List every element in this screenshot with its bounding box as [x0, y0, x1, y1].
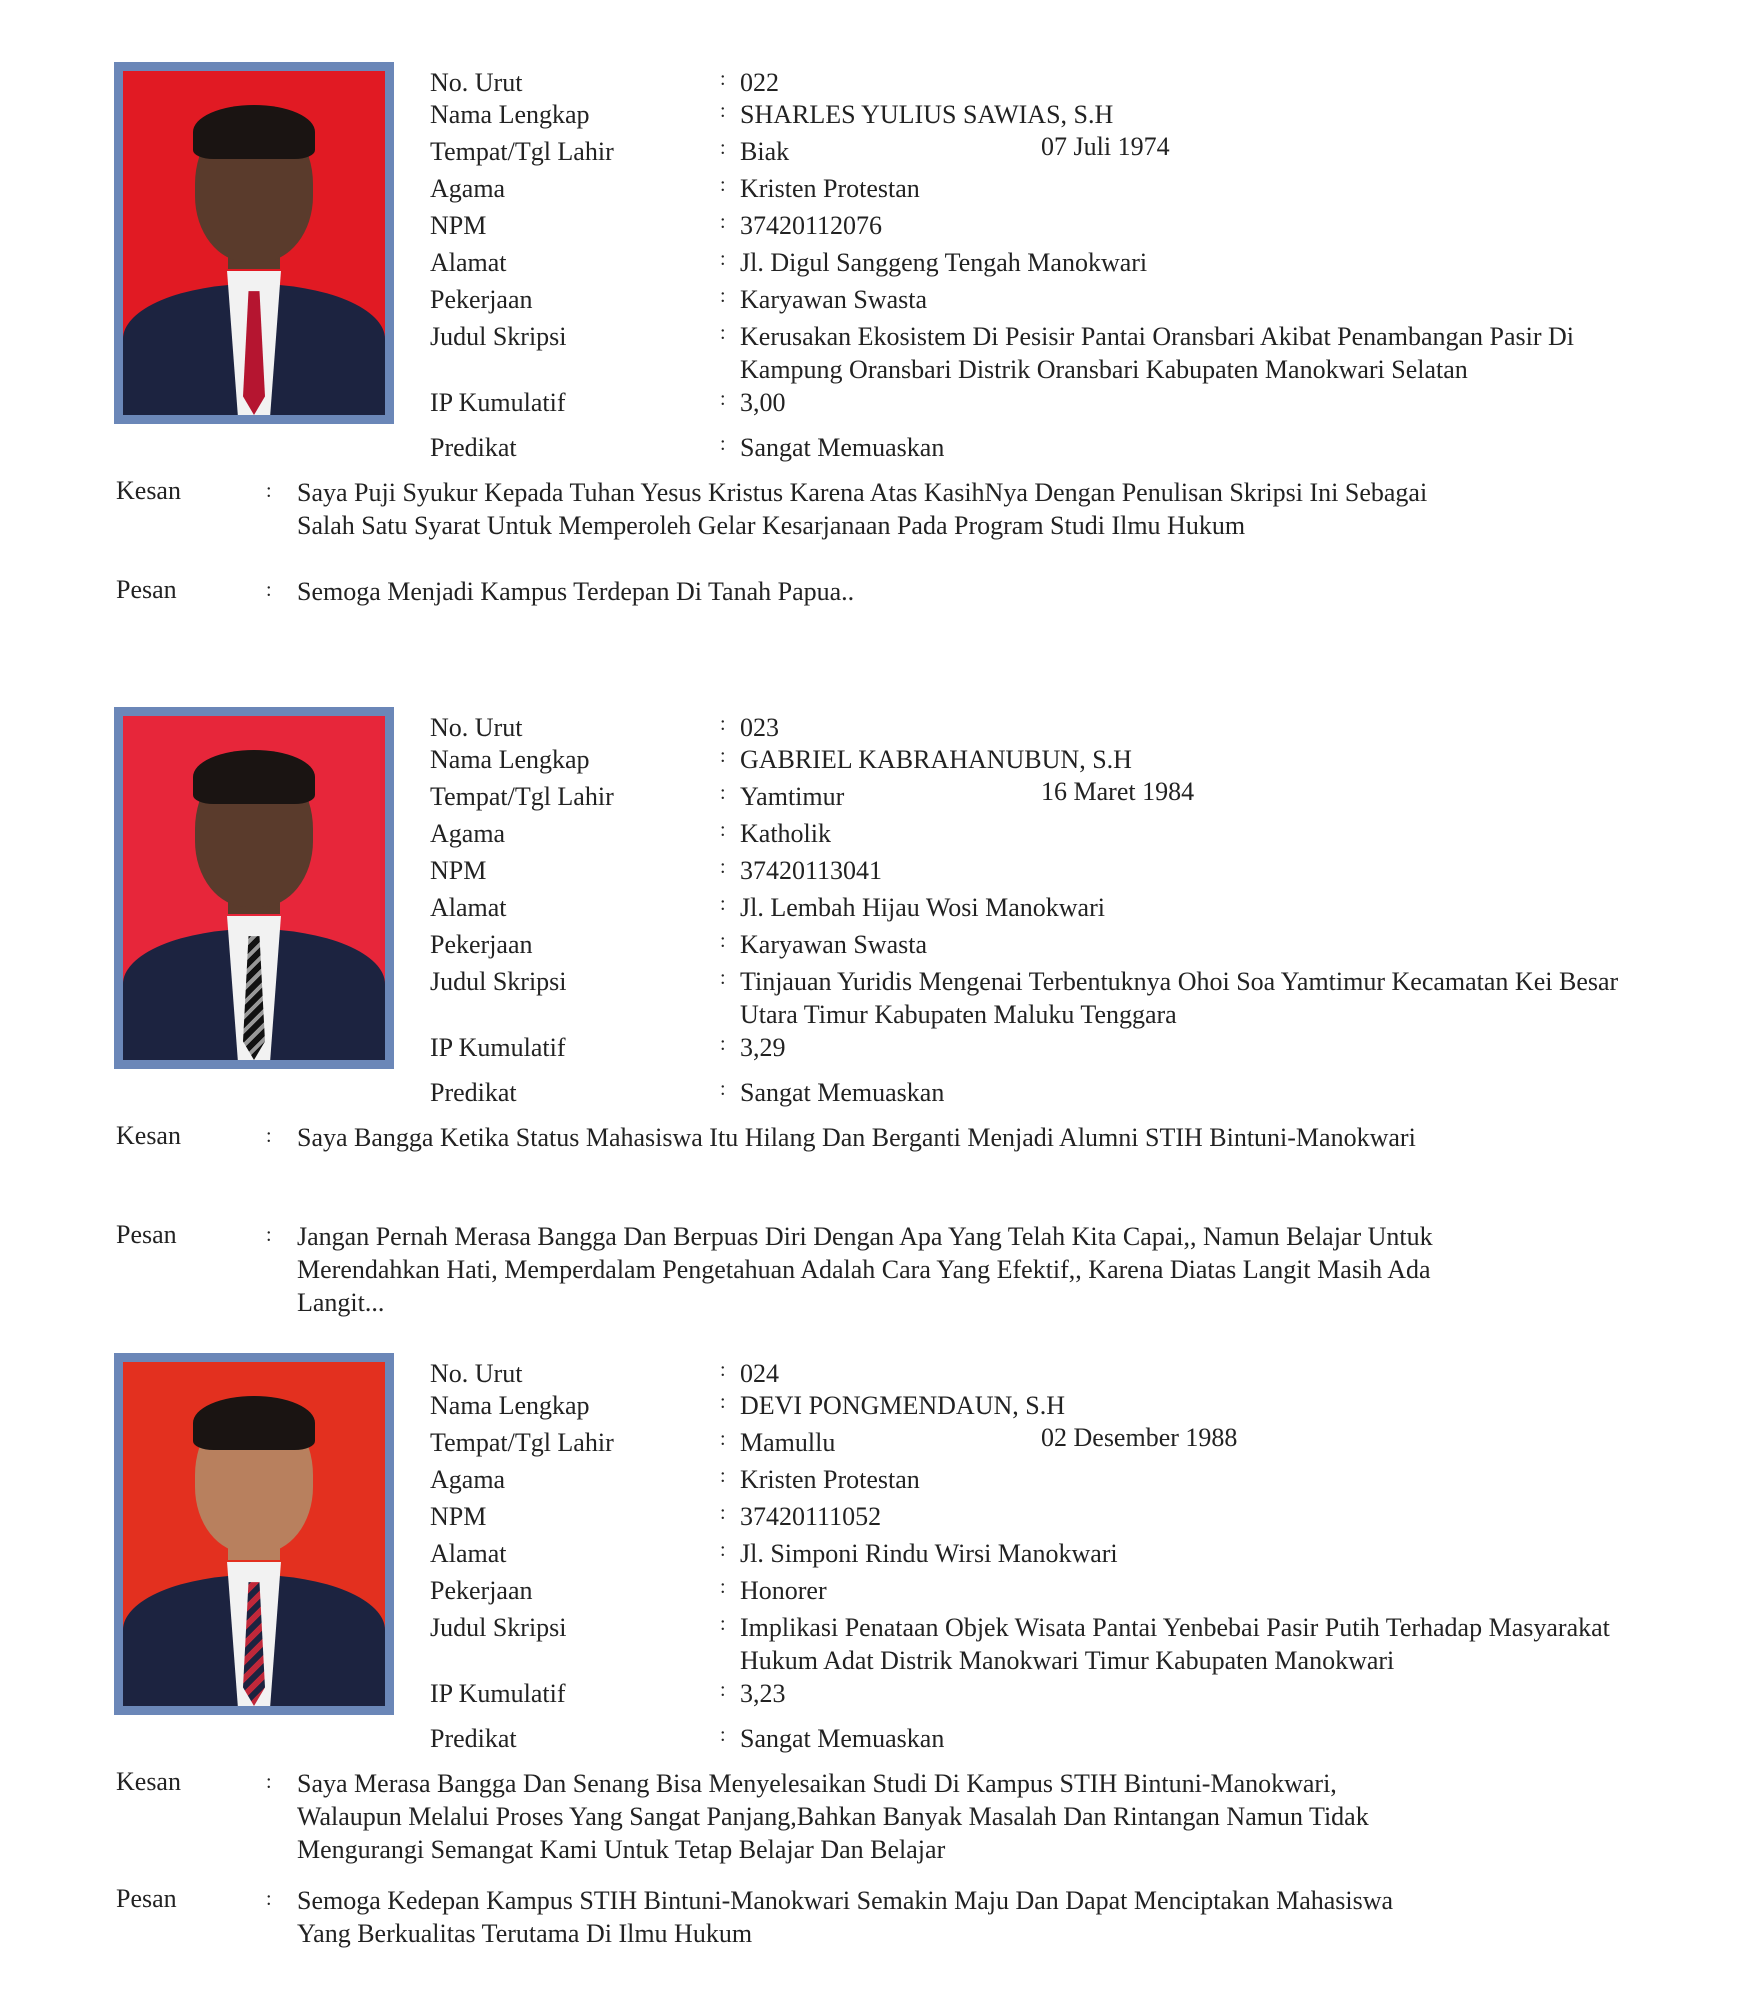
label-npm: NPM — [430, 856, 487, 885]
value-tempat: Yamtimur — [740, 782, 845, 811]
label-no-urut: No. Urut — [430, 713, 523, 742]
colon: : — [720, 1502, 726, 1524]
label-pesan: Pesan — [116, 1220, 177, 1249]
colon: : — [720, 137, 726, 159]
colon: : — [266, 1224, 272, 1246]
label-pekerjaan: Pekerjaan — [430, 930, 533, 959]
label-agama: Agama — [430, 1465, 506, 1494]
label-npm: NPM — [430, 1502, 487, 1531]
label-alamat: Alamat — [430, 248, 507, 277]
colon: : — [720, 1613, 726, 1635]
colon: : — [720, 1465, 726, 1487]
value-ipk: 3,00 — [740, 388, 786, 417]
value-predikat: Sangat Memuaskan — [740, 1724, 945, 1753]
colon: : — [720, 1078, 726, 1100]
colon: : — [720, 713, 726, 735]
label-no-urut: No. Urut — [430, 1359, 523, 1388]
value-pesan-line1: Jangan Pernah Merasa Bangga Dan Berpuas Diri Dengan Apa Yang Telah Kita Capai,, Namun Belajar Untuk — [297, 1222, 1433, 1251]
value-kesan-line1: Saya Merasa Bangga Dan Senang Bisa Menyelesaikan Studi Di Kampus STIH Bintuni-Manokwari, — [297, 1769, 1337, 1798]
colon: : — [720, 1033, 726, 1055]
value-no-urut: 023 — [740, 713, 779, 742]
colon: : — [720, 1391, 726, 1413]
value-kesan-line3: Mengurangi Semangat Kami Untuk Tetap Belajar Dan Belajar — [297, 1835, 946, 1864]
value-kesan-line2: Salah Satu Syarat Untuk Memperoleh Gelar Kesarjanaan Pada Program Studi Ilmu Hukum — [297, 511, 1246, 540]
value-pesan-line1: Semoga Menjadi Kampus Terdepan Di Tanah Papua.. — [297, 577, 855, 606]
colon: : — [720, 967, 726, 989]
value-pesan-line2: Merendahkan Hati, Memperdalam Pengetahuan Adalah Cara Yang Efektif,, Karena Diatas Langit Masih Ada — [297, 1255, 1431, 1284]
label-ttl: Tempat/Tgl Lahir — [430, 782, 614, 811]
value-judul-line2: Utara Timur Kabupaten Maluku Tenggara — [740, 1000, 1177, 1029]
label-npm: NPM — [430, 211, 487, 240]
profile-photo-frame — [114, 707, 394, 1069]
label-kesan: Kesan — [116, 1767, 181, 1796]
colon: : — [266, 579, 272, 601]
colon: : — [720, 930, 726, 952]
colon: : — [720, 322, 726, 344]
label-kesan: Kesan — [116, 476, 181, 505]
label-no-urut: No. Urut — [430, 68, 523, 97]
label-nama: Nama Lengkap — [430, 1391, 590, 1420]
value-npm: 37420112076 — [740, 211, 883, 240]
value-pekerjaan: Karyawan Swasta — [740, 285, 927, 314]
value-nama: GABRIEL KABRAHANUBUN, S.H — [740, 745, 1132, 774]
colon: : — [720, 68, 726, 90]
colon: : — [266, 1771, 272, 1793]
value-judul-line1: Implikasi Penataan Objek Wisata Pantai Yenbebai Pasir Putih Terhadap Masyarakat — [740, 1613, 1610, 1642]
label-predikat: Predikat — [430, 1724, 517, 1753]
value-no-urut: 024 — [740, 1359, 779, 1388]
value-predikat: Sangat Memuaskan — [740, 433, 945, 462]
label-nama: Nama Lengkap — [430, 745, 590, 774]
value-predikat: Sangat Memuaskan — [740, 1078, 945, 1107]
colon: : — [720, 388, 726, 410]
value-pesan-line3: Langit... — [297, 1288, 385, 1317]
label-predikat: Predikat — [430, 1078, 517, 1107]
colon: : — [720, 285, 726, 307]
colon: : — [720, 819, 726, 841]
value-alamat: Jl. Simponi Rindu Wirsi Manokwari — [740, 1539, 1118, 1568]
value-no-urut: 022 — [740, 68, 779, 97]
label-ipk: IP Kumulatif — [430, 388, 566, 417]
value-kesan-line1: Saya Bangga Ketika Status Mahasiswa Itu Hilang Dan Berganti Menjadi Alumni STIH Bintuni-Manokwari — [297, 1123, 1416, 1152]
value-tanggal: 16 Maret 1984 — [1041, 777, 1195, 806]
label-ttl: Tempat/Tgl Lahir — [430, 137, 614, 166]
label-agama: Agama — [430, 819, 506, 848]
label-predikat: Predikat — [430, 433, 517, 462]
colon: : — [720, 1679, 726, 1701]
colon: : — [720, 1539, 726, 1561]
colon: : — [720, 1428, 726, 1450]
colon: : — [720, 248, 726, 270]
label-pesan: Pesan — [116, 575, 177, 604]
label-ipk: IP Kumulatif — [430, 1679, 566, 1708]
value-judul-line1: Kerusakan Ekosistem Di Pesisir Pantai Oransbari Akibat Penambangan Pasir Di — [740, 322, 1575, 351]
label-ipk: IP Kumulatif — [430, 1033, 566, 1062]
value-alamat: Jl. Lembah Hijau Wosi Manokwari — [740, 893, 1105, 922]
colon: : — [720, 100, 726, 122]
value-judul-line2: Hukum Adat Distrik Manokwari Timur Kabupaten Manokwari — [740, 1646, 1395, 1675]
value-agama: Katholik — [740, 819, 831, 848]
colon: : — [266, 1888, 272, 1910]
value-pesan-line1: Semoga Kedepan Kampus STIH Bintuni-Manokwari Semakin Maju Dan Dapat Menciptakan Mahasiswa — [297, 1886, 1394, 1915]
value-pekerjaan: Karyawan Swasta — [740, 930, 927, 959]
colon: : — [720, 893, 726, 915]
label-judul: Judul Skripsi — [430, 322, 567, 351]
label-agama: Agama — [430, 174, 506, 203]
value-judul-line1: Tinjauan Yuridis Mengenai Terbentuknya Ohoi Soa Yamtimur Kecamatan Kei Besar — [740, 967, 1619, 996]
value-nama: DEVI PONGMENDAUN, S.H — [740, 1391, 1065, 1420]
colon: : — [720, 1359, 726, 1381]
label-judul: Judul Skripsi — [430, 1613, 567, 1642]
label-alamat: Alamat — [430, 1539, 507, 1568]
colon: : — [720, 174, 726, 196]
colon: : — [720, 211, 726, 233]
value-ipk: 3,29 — [740, 1033, 786, 1062]
profile-photo — [123, 716, 385, 1060]
profile-photo-frame — [114, 62, 394, 424]
label-pesan: Pesan — [116, 1884, 177, 1913]
colon: : — [720, 1724, 726, 1746]
value-alamat: Jl. Digul Sanggeng Tengah Manokwari — [740, 248, 1148, 277]
label-pekerjaan: Pekerjaan — [430, 285, 533, 314]
colon: : — [720, 782, 726, 804]
value-npm: 37420111052 — [740, 1502, 882, 1531]
value-pesan-line2: Yang Berkualitas Terutama Di Ilmu Hukum — [297, 1919, 753, 1948]
value-judul-line2: Kampung Oransbari Distrik Oransbari Kabupaten Manokwari Selatan — [740, 355, 1468, 384]
colon: : — [266, 1125, 272, 1147]
value-agama: Kristen Protestan — [740, 174, 920, 203]
value-npm: 37420113041 — [740, 856, 883, 885]
label-kesan: Kesan — [116, 1121, 181, 1150]
value-tempat: Mamullu — [740, 1428, 836, 1457]
value-agama: Kristen Protestan — [740, 1465, 920, 1494]
label-nama: Nama Lengkap — [430, 100, 590, 129]
colon: : — [720, 745, 726, 767]
value-pekerjaan: Honorer — [740, 1576, 827, 1605]
profile-photo — [123, 71, 385, 415]
colon: : — [266, 480, 272, 502]
label-alamat: Alamat — [430, 893, 507, 922]
value-nama: SHARLES YULIUS SAWIAS, S.H — [740, 100, 1114, 129]
colon: : — [720, 856, 726, 878]
profile-photo-frame — [114, 1353, 394, 1715]
value-kesan-line1: Saya Puji Syukur Kepada Tuhan Yesus Kristus Karena Atas KasihNya Dengan Penulisan Skripsi Ini Sebagai — [297, 478, 1428, 507]
value-tanggal: 07 Juli 1974 — [1041, 132, 1170, 161]
colon: : — [720, 1576, 726, 1598]
value-kesan-line2: Walaupun Melalui Proses Yang Sangat Panjang,Bahkan Banyak Masalah Dan Rintangan Namun Tidak — [297, 1802, 1369, 1831]
colon: : — [720, 433, 726, 455]
profile-photo — [123, 1362, 385, 1706]
label-ttl: Tempat/Tgl Lahir — [430, 1428, 614, 1457]
value-tempat: Biak — [740, 137, 790, 166]
label-judul: Judul Skripsi — [430, 967, 567, 996]
value-ipk: 3,23 — [740, 1679, 786, 1708]
label-pekerjaan: Pekerjaan — [430, 1576, 533, 1605]
value-tanggal: 02 Desember 1988 — [1041, 1423, 1238, 1452]
